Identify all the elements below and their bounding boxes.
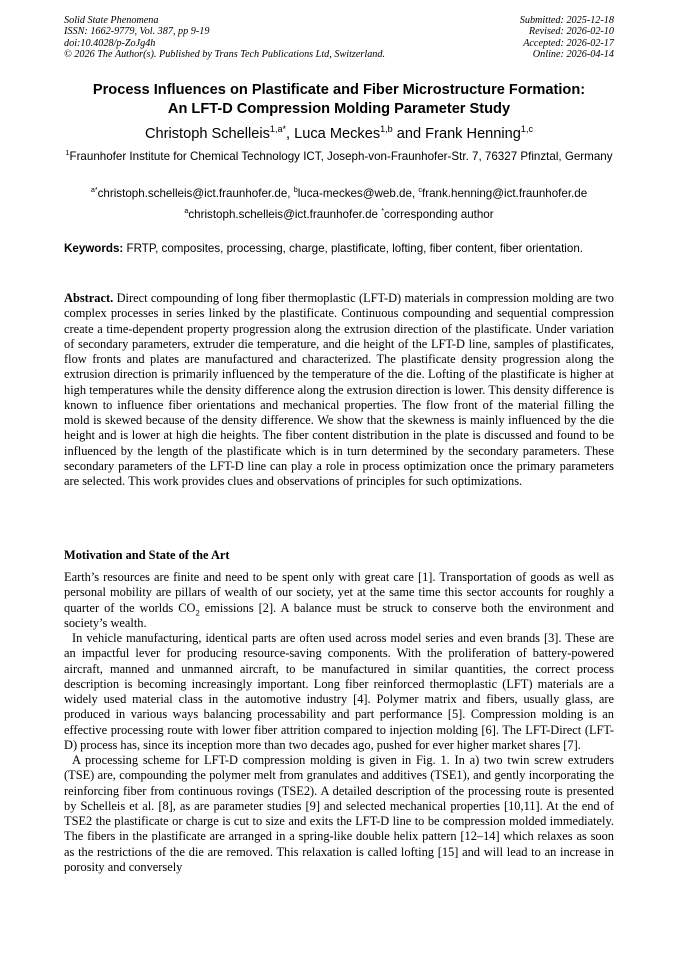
- paragraph-3: A processing scheme for LFT-D compression molding is given in Fig. 1. In a) two twin screw extruders (TSE) are, compounding the polymer melt from granulates and additives (TSE1), and gently incorporating the reinforcing fiber from continuous rovings (TSE2). A detailed description of the processing route is presented by Schelleis et al. [8], as are parameter studies [9] and selected mechanical properties [10,11]. At the end of TSE2 the plastificate or charge is cut to size and exits the LFT-D line to be compression molded immediately. The fibers in the plastificate are arranged in a spring-like double helix pattern [12–14] which relaxes as soon as the restrictions of the die are removed. This relaxation is called lofting [15] and will lead to an increase in porosity and conversely: [64, 753, 614, 874]
- email-c[interactable]: frank.henning@ict.fraunhofer.de: [422, 187, 588, 200]
- author-emails: $^{a*}$christoph.schelleis@ict.fraunhofer.de, $^b$luca-meckes@web.de, $^c$frank.henning@ict.fraunhofer.de: [90, 185, 588, 200]
- author-3: Frank Henning: [425, 126, 521, 142]
- journal-name: Solid State Phenomena: [64, 15, 159, 26]
- corr-star: *: [381, 206, 385, 216]
- author-sep-2: and: [392, 126, 426, 142]
- paragraph-1-end: emissions [2]. A balance must be struck to conserve both the environment and society’s wealth.: [64, 600, 614, 630]
- author-1-sup: 1,a*: [269, 124, 287, 135]
- abstract: [64, 291, 614, 489]
- abstract-text: Direct compounding of long fiber thermoplastic (LFT-D) materials in compression molding are two complex processes in series linked by the plastificate. Continuous compounding and sequential compression create a time-dependent property progression along the extrusion direction of the plastificate. Under variation of secondary parameters, extruder die temperature, and die height of the LFT-D line, samples of plastificates, flow fronts and plates are manufactured and characterized. The plastificate density progression along the extrusion direction is primarily influenced by the temperature of the die. Lofting of the plastificate is higher at high temperatures while the density difference along the extrusion direction is lower. This density difference is known to influence fiber orientations and mechanical properties. The flow front of the material filling the mold is skewed because of the density difference. We show that the skewness is mainly influenced by the die height and is lower at high die heights. The fiber content distribution in the plate is discussed and found to be influenced by the length of the plastificate which is in turn determined by the secondary parameters. These secondary parameters of the LFT-D line can play a role in process optimization once the primary parameters are selected. This work provides clues and observations of principles for such optimizations.: [64, 291, 614, 488]
- section-body: [64, 570, 614, 875]
- paragraph-2: In vehicle manufacturing, identical parts are often used across model series and even brands [3]. These are an impactful lever for producing resource-saving components. With the proliferation of battery-powered aircraft, manned and unmanned aircraft, to be manufactured in similar quantities, the correct process description is becoming increasingly important. Long fiber reinforced thermoplastic (LFT) materials are a widely used material class in the automotive industry [4]. Polymer matrix and fibers, usually glass, are produced in various ways balancing processability and part performance [5]. Compression molding is an effective processing route with lower fiber attrition compared to injection molding [6]. The LFT-Direct (LFT-D) process has, since its inception more than two decades ago, pushed for ever higher market shares [7].: [64, 631, 614, 752]
- accepted-date: Accepted: 2026-02-17: [523, 37, 614, 49]
- corr-email[interactable]: christoph.schelleis@ict.fraunhofer.de: [188, 208, 378, 221]
- author-3-sup: 1,c: [520, 124, 533, 135]
- email-b[interactable]: luca-meckes@web.de: [297, 187, 412, 200]
- abstract-label: Abstract.: [64, 291, 114, 305]
- keywords: [64, 241, 614, 256]
- section-heading: Motivation and State of the Art: [64, 548, 230, 562]
- email-c-sup: c: [418, 185, 422, 195]
- corresponding-author: [40, 208, 638, 222]
- paragraph-1: [64, 570, 614, 631]
- co2-subscript: 2: [195, 606, 200, 617]
- email-a-sup: a*: [90, 185, 98, 195]
- publication-dates: [520, 15, 614, 61]
- affiliation-sup: 1: [65, 148, 70, 158]
- affiliation-text: Fraunhofer Institute for Chemical Technology ICT, Joseph-von-Fraunhofer-Str. 7, 76327 Pfinztal, Germany: [69, 150, 613, 163]
- title-line-1: Process Influences on Plastificate and Fiber Microstructure Formation:: [92, 82, 586, 98]
- paper-title: [40, 81, 638, 119]
- corr-sup: a: [184, 206, 189, 216]
- keywords-text: FRTP, composites, processing, charge, plastificate, lofting, fiber content, fiber orientation.: [126, 242, 583, 255]
- online-date: Online: 2026-04-14: [532, 49, 614, 61]
- author-2-sup: 1,b: [380, 124, 393, 135]
- paragraph-1-start: Earth’s resources are finite and need to be spent only with great care [1]. Transportation of goods as well as personal mobility are pillars of wealth of our society, yet at the same time this sector accounts for roughly a quarter of the worlds CO: [64, 570, 614, 615]
- title-line-2: An LFT-D Compression Molding Parameter Study: [167, 101, 511, 117]
- affiliation: [64, 149, 614, 164]
- corr-label: corresponding author: [384, 208, 494, 221]
- author-list: [40, 125, 638, 143]
- copyright: © 2026 The Author(s). Published by Trans Tech Publications Ltd, Switzerland.: [64, 49, 386, 61]
- email-b-sup: b: [293, 185, 298, 195]
- submitted-date: Submitted: 2025-12-18: [519, 15, 614, 26]
- doi[interactable]: doi:10.4028/p-ZoJg4h: [64, 37, 156, 49]
- issn: ISSN: 1662-9779, Vol. 387, pp 9-19: [64, 26, 210, 38]
- email-a[interactable]: christoph.schelleis@ict.fraunhofer.de: [97, 187, 288, 200]
- author-1: Christoph Schelleis: [145, 126, 270, 142]
- journal-info: [64, 15, 385, 61]
- revised-date: Revised: 2026-02-10: [528, 26, 614, 38]
- author-sep-1: ,: [286, 126, 295, 142]
- author-2: Luca Meckes: [294, 126, 381, 142]
- keywords-label: Keywords:: [64, 242, 124, 255]
